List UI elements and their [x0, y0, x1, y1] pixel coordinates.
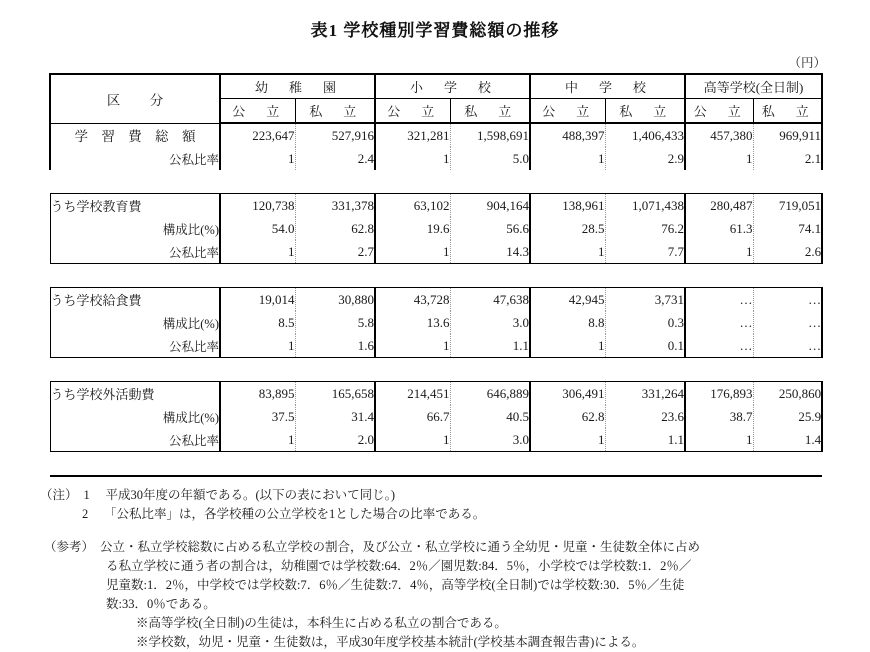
table-row [50, 311, 822, 334]
cell-value: 1,071,438 [605, 194, 685, 218]
cell-value: … [685, 311, 753, 334]
cell-value: 0.3 [605, 311, 685, 334]
header-row-schooltype [50, 74, 822, 99]
reference-line-4: 数:33．0％である。 [106, 596, 216, 611]
header-sector-public-kindergarten: 公 立 [220, 99, 295, 124]
block-spacer [50, 170, 822, 194]
table-row [50, 334, 822, 358]
cell-value: 37.5 [220, 405, 295, 428]
cell-value: 2.6 [753, 240, 822, 264]
cell-value: 1.1 [450, 334, 530, 358]
cell-value: 223,647 [220, 123, 295, 147]
cell-value: 1 [530, 240, 605, 264]
cell-value: 2.4 [295, 147, 375, 170]
cell-value: 8.5 [220, 311, 295, 334]
cell-value: 54.0 [220, 217, 295, 240]
header-sector-public-elementary: 公 立 [375, 99, 450, 124]
cell-value: 1 [375, 334, 450, 358]
cell-value: 646,889 [450, 382, 530, 406]
cell-value: 62.8 [530, 405, 605, 428]
cell-value: 1 [220, 240, 295, 264]
cell-value: 66.7 [375, 405, 450, 428]
block-spacer [50, 264, 822, 288]
cell-value: 42,945 [530, 288, 605, 312]
cell-value: 904,164 [450, 194, 530, 218]
cell-value: 19,014 [220, 288, 295, 312]
cell-value: 1.4 [753, 428, 822, 452]
cell-value: 1,406,433 [605, 123, 685, 147]
page-title: 表1 学校種別学習費総額の推移 [310, 21, 560, 40]
cell-value: 43,728 [375, 288, 450, 312]
row-label: 学 習 費 総 額 [50, 123, 220, 147]
header-sector-private-juniorhigh: 私 立 [605, 99, 685, 124]
table-row [50, 405, 822, 428]
cell-value: 138,961 [530, 194, 605, 218]
row-label: 構成比(%) [50, 217, 220, 240]
note-text: 「公私比率」は，各学校種の公立学校を1とした場合の比率である。 [104, 506, 486, 521]
reference-star-note-1: ※高等学校(全日制)の生徒は，本科生に占める私立の割合である。 [136, 615, 507, 630]
table-row [50, 288, 822, 312]
cell-value: 56.6 [450, 217, 530, 240]
cell-value: 488,397 [530, 123, 605, 147]
header-school-elementary: 小 学 校 [375, 74, 530, 99]
cell-value: 214,451 [375, 382, 450, 406]
cell-value: 0.1 [605, 334, 685, 358]
note-item [40, 505, 830, 524]
block-spacer [50, 358, 822, 382]
cell-value: 30,880 [295, 288, 375, 312]
cell-value: 3,731 [605, 288, 685, 312]
table-bottom-edge [50, 452, 822, 477]
header-kubun: 区 分 [50, 74, 220, 123]
cell-value: 165,658 [295, 382, 375, 406]
row-label: 公私比率 [50, 240, 220, 264]
cell-value: 1 [530, 334, 605, 358]
row-label: うち学校外活動費 [50, 382, 220, 406]
note-text: 平成30年度の年額である。(以下の表において同じ。) [105, 488, 396, 502]
row-label: 構成比(%) [50, 311, 220, 334]
table-row [50, 147, 822, 170]
cell-value: 2.0 [295, 428, 375, 452]
cell-value: 62.8 [295, 217, 375, 240]
reference-tag: （参考） [44, 539, 95, 554]
note-number: 1 [83, 488, 90, 502]
row-label: 公私比率 [50, 334, 220, 358]
cell-value: 1 [375, 428, 450, 452]
cell-value: … [685, 334, 753, 358]
cell-value: 331,264 [605, 382, 685, 406]
cell-value: 2.1 [753, 147, 822, 170]
cell-value: 19.6 [375, 217, 450, 240]
cell-value: 331,378 [295, 194, 375, 218]
cell-value: 40.5 [450, 405, 530, 428]
row-label: 公私比率 [50, 147, 220, 170]
cell-value: 7.7 [605, 240, 685, 264]
cell-value: 2.7 [295, 240, 375, 264]
cell-value: 176,893 [685, 382, 753, 406]
cell-value: 3.0 [450, 428, 530, 452]
cell-value: 120,738 [220, 194, 295, 218]
header-sector-public-juniorhigh: 公 立 [530, 99, 605, 124]
cell-value: 76.2 [605, 217, 685, 240]
cell-value: 13.6 [375, 311, 450, 334]
cell-value: 719,051 [753, 194, 822, 218]
table-row [50, 194, 822, 218]
cell-value: 25.9 [753, 405, 822, 428]
table-row [50, 240, 822, 264]
cell-value: 250,860 [753, 382, 822, 406]
table-row [50, 382, 822, 406]
table-row [50, 428, 822, 452]
header-sector-private-highschool: 私 立 [753, 99, 822, 124]
reference-star-note-2: ※学校数，幼児・児童・生徒数は，平成30年度学校基本統計(学校基本調査報告書)による。 [136, 634, 645, 649]
cell-value: 457,380 [685, 123, 753, 147]
header-school-kindergarten: 幼 稚 園 [220, 74, 375, 99]
header-sector-private-elementary: 私 立 [450, 99, 530, 124]
cell-value: 1 [220, 147, 295, 170]
reference-section [40, 538, 830, 652]
note-item [40, 486, 830, 505]
cell-value: … [753, 288, 822, 312]
reference-first-line [40, 538, 830, 557]
header-school-juniorhigh: 中 学 校 [530, 74, 685, 99]
cell-value: 280,487 [685, 194, 753, 218]
cell-value: 28.5 [530, 217, 605, 240]
row-label: うち学校給食費 [50, 288, 220, 312]
cell-value: 1 [220, 428, 295, 452]
cell-value: 306,491 [530, 382, 605, 406]
cell-value: 14.3 [450, 240, 530, 264]
cell-value: 83,895 [220, 382, 295, 406]
statistics-table [49, 73, 823, 477]
cell-value: 47,638 [450, 288, 530, 312]
cell-value: 3.0 [450, 311, 530, 334]
row-label: 構成比(%) [50, 405, 220, 428]
cell-value: 74.1 [753, 217, 822, 240]
cell-value: 1 [375, 240, 450, 264]
cell-value: … [685, 288, 753, 312]
cell-value: 38.7 [685, 405, 753, 428]
notes-section [40, 486, 830, 524]
cell-value: 2.9 [605, 147, 685, 170]
cell-value: 31.4 [295, 405, 375, 428]
cell-value: … [753, 334, 822, 358]
cell-value: 321,281 [375, 123, 450, 147]
reference-line-3: 児童数:1．2％，中学校では学校数:7．6％／生徒数:7．4％，高等学校(全日制)では学校数:30．5％／生徒 [106, 577, 685, 592]
cell-value: 63,102 [375, 194, 450, 218]
cell-value: 5.8 [295, 311, 375, 334]
reference-line-2: る私立学校に通う者の割合は，幼稚園では学校数:64．2％／園児数:84．5％，小学校では学校数:1．2％／ [106, 558, 692, 573]
cell-value: 5.0 [450, 147, 530, 170]
table-row [50, 123, 822, 147]
cell-value: 8.8 [530, 311, 605, 334]
reference-line-1: 公立・私立学校総数に占める私立学校の割合，及び公立・私立学校に通う全幼児・児童・生徒数全体に占め [100, 539, 701, 554]
cell-value: 1 [685, 147, 753, 170]
cell-value: 1,598,691 [450, 123, 530, 147]
cell-value: 61.3 [685, 217, 753, 240]
table-container [49, 73, 821, 477]
cell-value: 1 [220, 334, 295, 358]
cell-value: 1 [685, 240, 753, 264]
cell-value: 1 [530, 147, 605, 170]
cell-value: 1 [685, 428, 753, 452]
cell-value: 23.6 [605, 405, 685, 428]
cell-value: 1 [530, 428, 605, 452]
header-sector-private-kindergarten: 私 立 [295, 99, 375, 124]
row-label: うち学校教育費 [50, 194, 220, 218]
cell-value: 1 [375, 147, 450, 170]
table-header [50, 74, 822, 123]
cell-value: 969,911 [753, 123, 822, 147]
cell-value: … [753, 311, 822, 334]
cell-value: 527,916 [295, 123, 375, 147]
row-label: 公私比率 [50, 428, 220, 452]
notes-tag: （注） [40, 488, 78, 502]
cell-value: 1.6 [295, 334, 375, 358]
note-number: 2 [82, 506, 89, 521]
table-row [50, 217, 822, 240]
cell-value: 1.1 [605, 428, 685, 452]
header-school-highschool: 高等学校(全日制) [685, 74, 822, 99]
unit-label: （円） [788, 56, 826, 70]
table-body [50, 123, 822, 476]
header-sector-public-highschool: 公 立 [685, 99, 753, 124]
